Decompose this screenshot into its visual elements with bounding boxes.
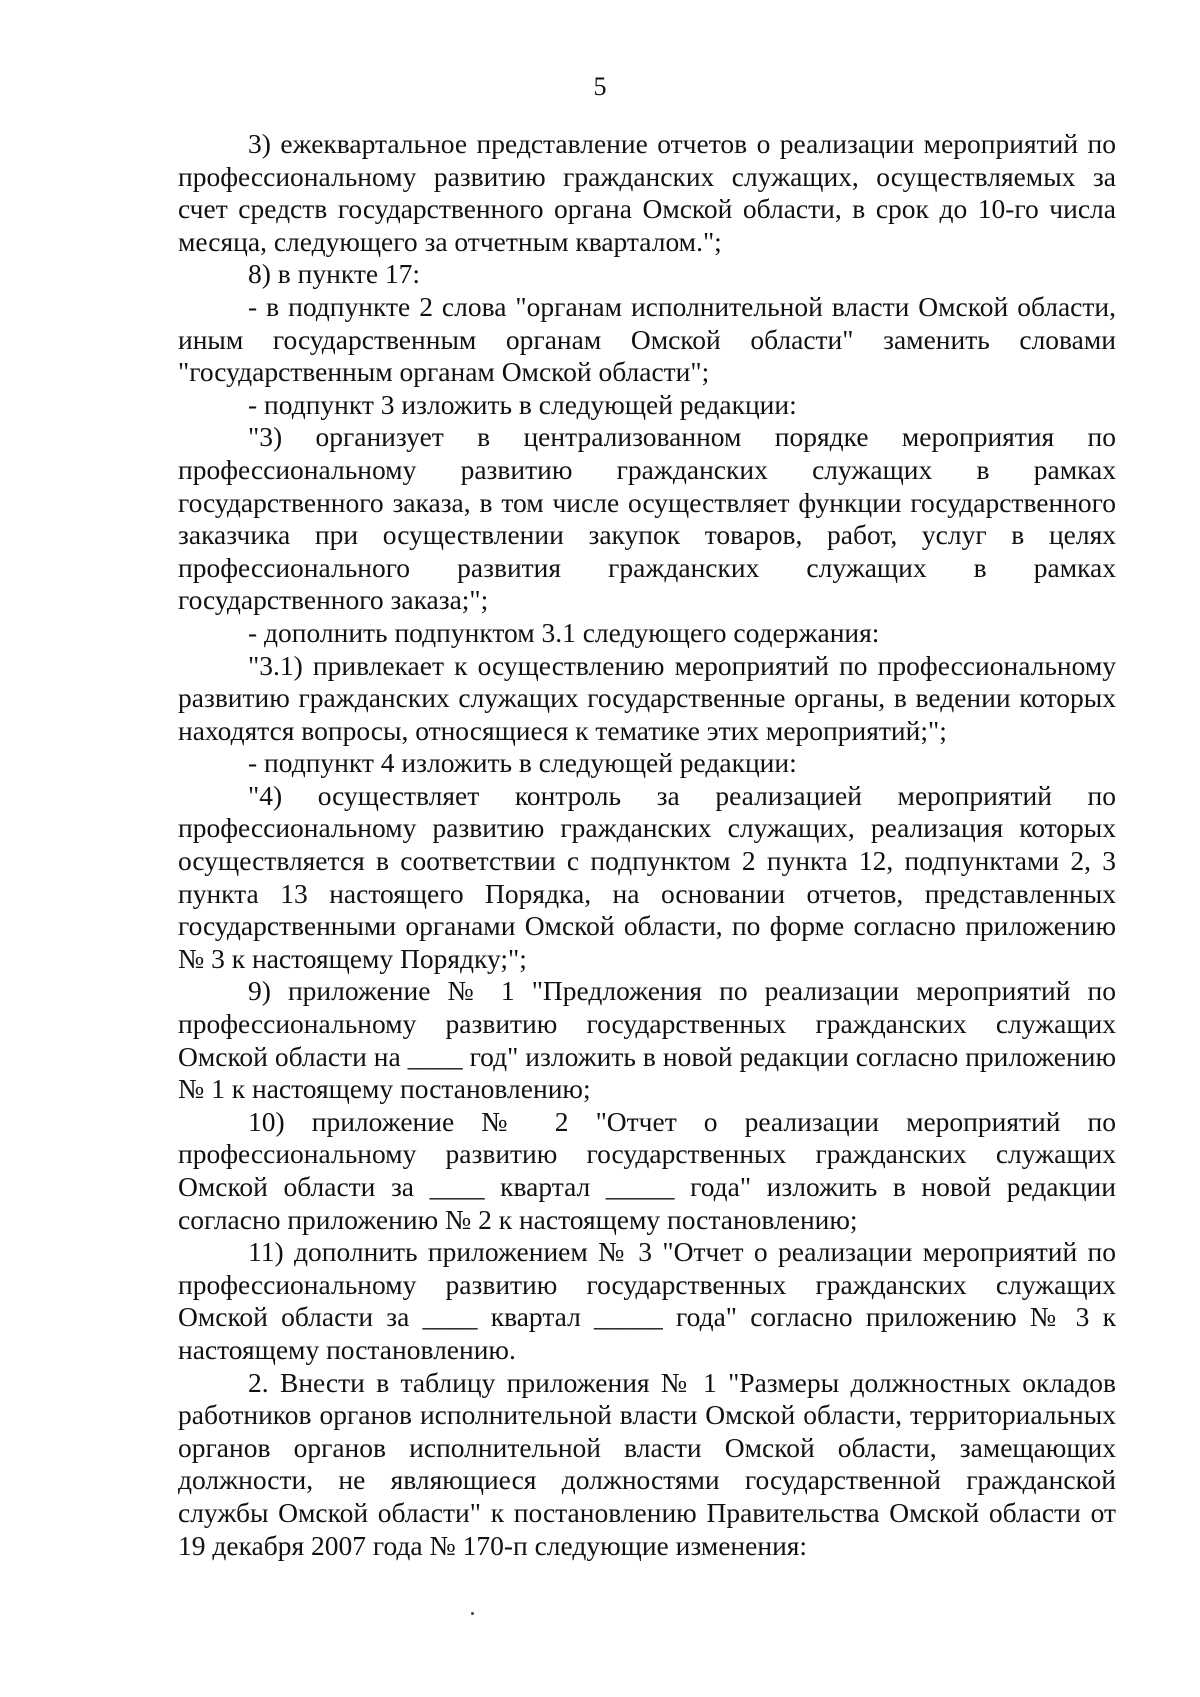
paragraph-item-3-reports: 3) ежеквартальное представление отчетов о реализации мероприятий по профессиональному развитию гражданских служащих, осуществляемых за счет средств государственного органа Омской области, в срок до 10-го числа месяца, следующего за отчетным кварталом."; xyxy=(178,128,1116,257)
paragraph-section-2: 2. Внести в таблицу приложения № 1 "Размеры должностных окладов работников органов исполнительной власти Омской области, территориальных органов органов исполнительной власти Омской области, замещающих должности, не являющиеся должностями государственной гражданской службы Омской области" к постановлению Правительства Омской области от 19 декабря 2007 года № 170-п следующие изменения: xyxy=(178,1366,1116,1561)
paragraph-point-10: 10) приложение № 2 "Отчет о реализации мероприятий по профессиональному развитию государственных гражданских служащих Омской области за ____ квартал _____ года" изложить в новой редакции согласно приложению № 2 к настоящему постановлению; xyxy=(178,1105,1116,1235)
paragraph-subpoint-4-intro: - подпункт 4 изложить в следующей редакции: xyxy=(248,747,797,779)
document-body xyxy=(178,128,1116,1562)
paragraph-point-8: 8) в пункте 17: xyxy=(248,258,421,290)
paragraph-subpoint-4-text: "4) осуществляет контроль за реализацией мероприятий по профессиональному развитию гражданских служащих, реализация которых осуществляется в соответствии с подпунктом 2 пункта 12, подпунктами 2, 3 пункта 13 настоящего Порядка, на основании отчетов, представленных государственными органами Омской области, по форме согласно приложению № 3 к настоящему Порядку;"; xyxy=(178,779,1116,974)
paragraph-point-11: 11) дополнить приложением № 3 "Отчет о реализации мероприятий по профессиональному развитию государственных гражданских служащих Омской области за ____ квартал _____ года" согласно приложению № 3 к настоящему постановлению. xyxy=(178,1236,1116,1365)
paragraph-subpoint-3-text: "3) организует в централизованном порядке мероприятия по профессиональному развитию гражданских служащих в рамках государственного заказа, в том числе осуществляет функции государственного заказчика при осуществлении закупок товаров, работ, услуг в целях профессионального развития гражданских служащих в рамках государственного заказа;"; xyxy=(178,421,1116,616)
page-number: 5 xyxy=(593,72,607,101)
paragraph-point-9: 9) приложение № 1 "Предложения по реализации мероприятий по профессиональному развитию государственных гражданских служащих Омской области на ____ год" изложить в новой редакции согласно приложению № 1 к настоящему постановлению; xyxy=(178,975,1116,1105)
paragraph-subpoint-3-1-intro: - дополнить подпунктом 3.1 следующего содержания: xyxy=(248,616,880,648)
paragraph-subpoint-3-intro: - подпункт 3 изложить в следующей редакции: xyxy=(248,388,797,420)
paragraph-subpoint-3-1-text: "3.1) привлекает к осуществлению мероприятий по профессиональному развитию гражданских служащих государственные органы, в ведении которых находятся вопросы, относящиеся к тематике этих мероприятий;"; xyxy=(178,649,1116,746)
scan-speck-bottom xyxy=(471,1612,474,1615)
paragraph-subpoint-2-replace: - в подпункте 2 слова "органам исполнительной власти Омской области, иным государственным органам Омской области" заменить словами "государственным органам Омской области"; xyxy=(178,290,1116,388)
